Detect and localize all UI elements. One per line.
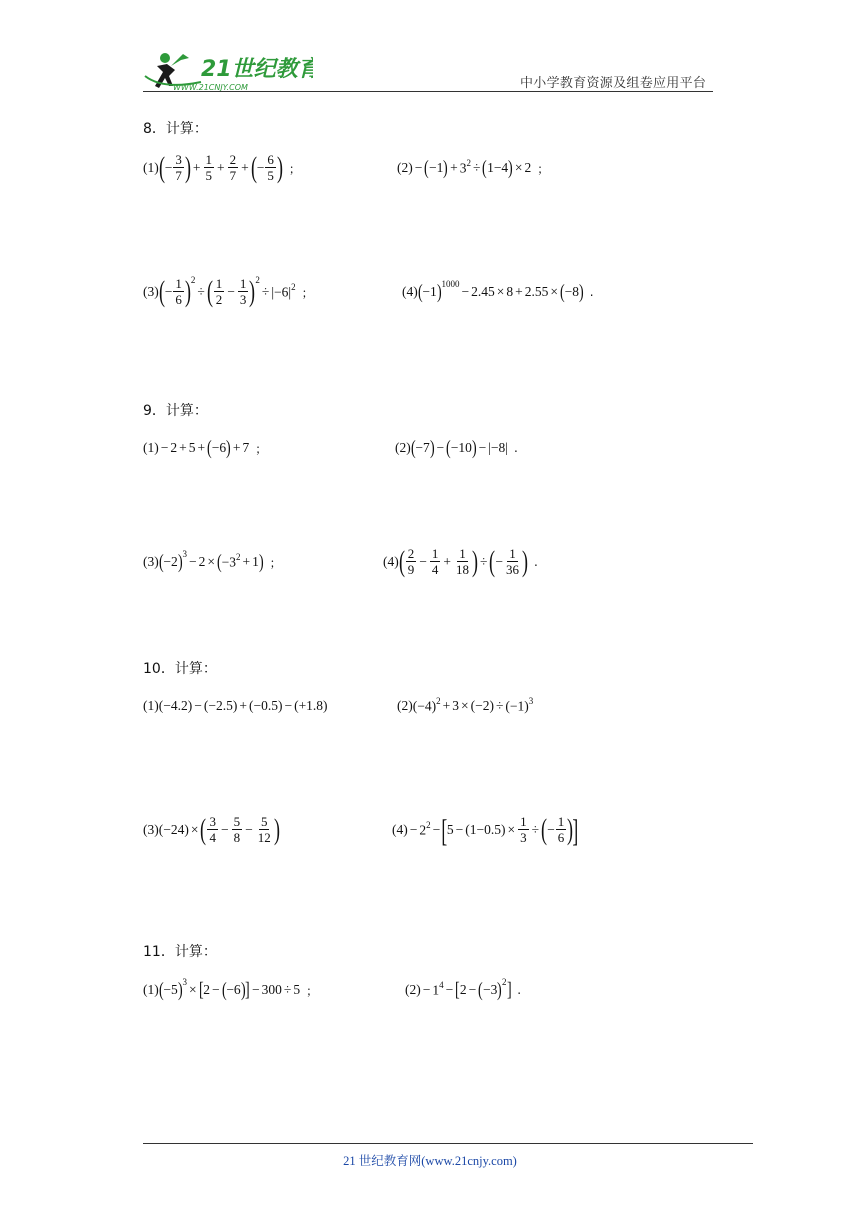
header-tagline: 中小学教育资源及组卷应用平台 <box>520 76 707 91</box>
site-logo <box>143 46 313 92</box>
q9-part3: (3) ( −2 ) $^3$ − 2 × ( $-3^2$ + 1 ) ； <box>143 549 282 573</box>
q8-part2: (2) − ( −1 ) + $3^2$ ÷ ( 1−4 ) × 2 ； <box>397 157 550 179</box>
question-9-heading: 9．计算： <box>143 403 208 419</box>
q11-part2: (2) − $1^4$ − [ 2 − ( −3 ) $^2$ ] . <box>405 977 522 1001</box>
q9-part4: (4) ( $\frac{2}{9}$ − $\frac{1}{4}$ + $\frac{1}{18}$ ) ÷ ( − $\frac{1}{36}$ ) . <box>383 545 538 578</box>
q8-part1: (1) ( − $\frac{3}{7}$ ) + $\frac{1}{5}$ + $\frac{2}{7}$ + ( − $\frac{6}{5}$ ) ； <box>143 151 301 184</box>
question-8-heading: 8．计算： <box>143 121 208 137</box>
q10-part4: (4) − $2^2$ − [ 5 − (1−0.5) × $\frac{1}{3}$ ÷ ( − $\frac{1}{6}$ ) ] <box>392 812 579 848</box>
footer-divider <box>143 1143 753 1144</box>
footer-link[interactable]: 21 世纪教育网(www.21cnjy.com) <box>343 1154 517 1168</box>
q11-part1: (1) ( −5 ) $^3$ × [ 2 − ( −6 ) ] − 300 ÷ 5 ； <box>143 977 319 1001</box>
q8-part3: (3) ( − $\frac{1}{6}$ ) $^2$ ÷ ( $\frac{1}{2}$ − $\frac{1}{3}$ ) $^2$ ÷ $|-6|^2$ ； <box>143 275 314 308</box>
q10-part3: (3) (−24) × ( $\frac{3}{4}$ − $\frac{5}{8}$ − $\frac{5}{12}$ ) <box>143 813 280 846</box>
q10-part2: (2) $(-4)^2$ + 3 × (−2) ÷ $(-1)^3$ <box>397 696 534 714</box>
q8-part4: (4) ( −1 ) $^{1000}$ − 2.45 × 8 + 2.55 × ( −8 ) . <box>402 279 594 303</box>
q9-part2: (2) ( −7 ) − ( −10 ) − |−8| . <box>395 437 518 459</box>
question-10-heading: 10．计算： <box>143 661 217 677</box>
logo-text: 21世纪教育 <box>201 57 313 82</box>
logo-url: WWW.21CNJY.COM <box>173 83 248 92</box>
q9-part1: (1) − 2 + 5 + ( −6 ) + 7 ； <box>143 437 268 459</box>
question-11-heading: 11．计算： <box>143 944 217 960</box>
header-divider <box>143 91 713 92</box>
q10-part1: (1) (−4.2) − (−2.5) + (−0.5) − (+1.8) <box>143 698 328 713</box>
